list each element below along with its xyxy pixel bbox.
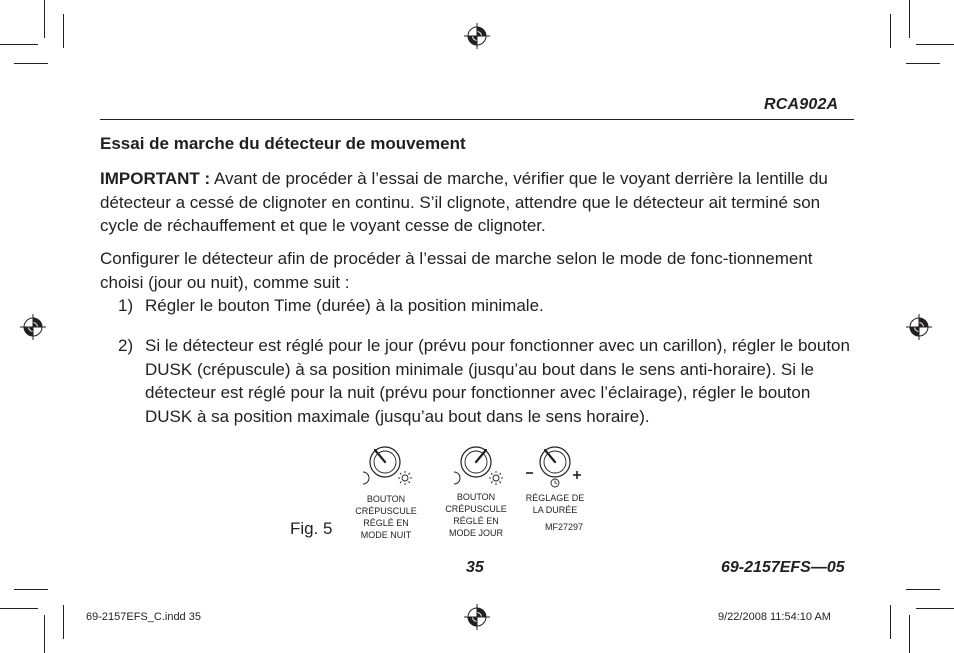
registration-mark-icon: [20, 314, 46, 340]
sun-icon: [398, 471, 412, 485]
crop-mark: [909, 615, 910, 653]
sun-icon: [489, 471, 503, 485]
slug-left: 69-2157EFS_C.indd 35: [86, 611, 201, 623]
dusk-dial-night: [355, 440, 415, 490]
crop-mark: [63, 14, 64, 48]
list-item-number: 2): [118, 336, 134, 355]
document-number: 69-2157EFS—05: [721, 559, 845, 576]
caption-day: BOUTON CRÉPUSCULE RÉGLÉ EN MODE JOUR: [445, 492, 507, 538]
dial-knob-icon: [370, 447, 400, 477]
dial-knob-icon: [461, 447, 491, 477]
model-number: RCA902A: [764, 96, 839, 113]
page-number: 35: [466, 559, 484, 576]
registration-mark-icon: [464, 23, 490, 49]
registration-mark-icon: [906, 314, 932, 340]
registration-mark-icon: [464, 604, 490, 630]
crop-mark: [14, 63, 48, 64]
dial-knob-icon: [540, 447, 570, 477]
intro-paragraph: Configurer le détecteur afin de procéder à l’essai de marche selon le mode de fonc-tionnement choisi (jour ou nuit), comme suit :: [100, 249, 813, 292]
section-heading: Essai de marche du détecteur de mouvement: [100, 134, 466, 153]
header-rule: [100, 119, 854, 120]
crop-mark: [906, 589, 940, 590]
figure-code: MF27297: [545, 522, 584, 532]
caption-night: BOUTON CRÉPUSCULE RÉGLÉ EN MODE NUIT: [355, 494, 417, 540]
crop-mark: [916, 44, 954, 45]
crop-mark: [44, 615, 45, 653]
crop-mark: [909, 0, 910, 38]
crop-mark: [906, 63, 940, 64]
dusk-dial-day: [446, 440, 506, 490]
important-paragraph: [100, 167, 860, 238]
caption-time: RÉGLAGE DE LA DURÉE: [525, 493, 585, 515]
crop-mark: [14, 589, 48, 590]
crop-mark: [0, 608, 38, 609]
slug-right: 9/22/2008 11:54:10 AM: [718, 611, 831, 623]
list-item-text: Régler le bouton Time (durée) à la position minimale.: [145, 296, 544, 315]
crop-mark: [63, 605, 64, 639]
time-dial: [522, 440, 588, 490]
list-item-text: Si le détecteur est réglé pour le jour (prévu pour fonctionner avec un carillon), régler le bouton DUSK (crépuscule) à sa position minimale (jusqu’au bout dans le sens anti-horaire). Si le détecteur est réglé pour la nuit (prévu pour fonctionner avec l’éclairage), régler le bouton DUSK à sa position maximale (jusqu’au bout dans le sens horaire).: [145, 336, 850, 426]
plus-icon: [573, 471, 581, 479]
moon-icon: [454, 472, 460, 484]
moon-icon: [363, 472, 369, 484]
crop-mark: [44, 0, 45, 38]
crop-mark: [0, 44, 38, 45]
figure-label: Fig. 5: [290, 519, 333, 538]
crop-mark: [890, 605, 891, 639]
crop-mark: [916, 608, 954, 609]
clock-icon: [551, 479, 559, 487]
important-text: Avant de procéder à l’essai de marche, vérifier que le voyant derrière la lentille du détecteur a cessé de clignoter en continu. S’il clignote, attendre que le détecteur ait terminé son cycle de réchauffement et que le voyant cesse de clignoter.: [100, 169, 828, 235]
important-label: IMPORTANT :: [100, 169, 211, 188]
list-item-number: 1): [118, 296, 134, 315]
crop-mark: [890, 14, 891, 48]
